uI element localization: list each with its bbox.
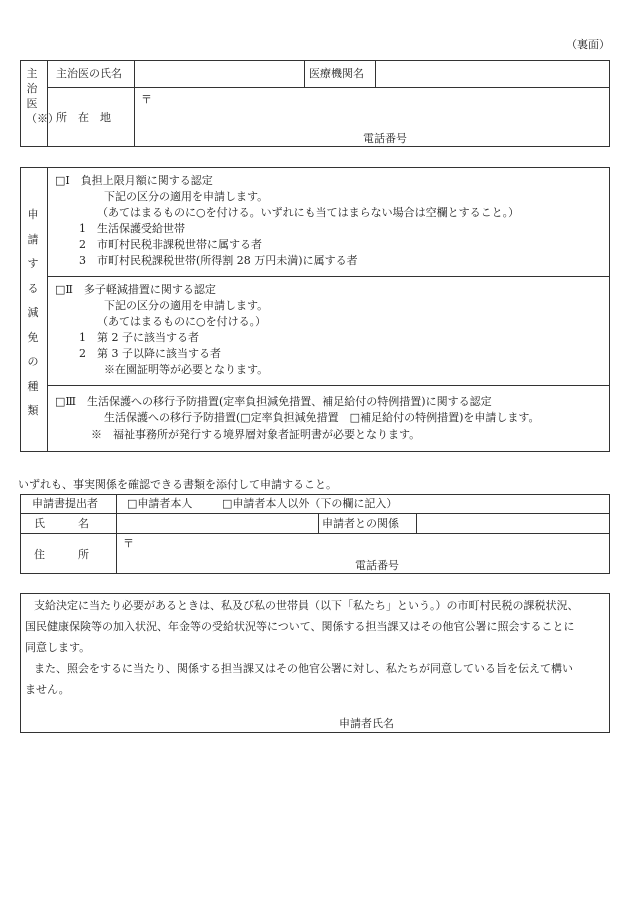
divider [20,513,610,514]
submitter-option-other[interactable]: □申請者本人以外（下の欄に記入） [222,497,398,510]
submitter-postal-mark: 〒 [123,537,134,550]
submitter-name-label: 氏 名 [34,517,89,530]
institution-field[interactable] [378,62,608,85]
divider [47,276,610,277]
section-1-item-2[interactable]: 2 市町村民税非課税世帯に属する者 [79,238,262,251]
divider [47,87,610,88]
relation-field[interactable] [418,515,608,531]
submitter-address-label: 住 所 [34,548,89,561]
divider [318,513,319,533]
divider [47,60,48,147]
section-1-item-3[interactable]: 3 市町村民税課税世帯(所得割 28 万円未満)に属する者 [79,254,358,267]
submitter-label: 申請書提出者 [32,497,98,510]
doctor-vertical-text: 主治医（※） [26,67,59,125]
divider [116,494,117,574]
divider [47,385,610,386]
section-1-line2: （あてはまるものに○を付ける。いずれにも当てはまらない場合は空欄とすること。） [97,206,520,219]
section-2-item-2[interactable]: 2 第 3 子以降に該当する者 [79,347,221,360]
divider [134,60,135,147]
section-2-line2: （あてはまるものに○を付ける。） [97,315,267,328]
section-3-line1[interactable]: 生活保護への移行予防措置(□定率負担減免措置 □補足給付の特例措置)を申請します。 [104,411,540,424]
applicant-signature-field[interactable] [404,713,604,731]
submitter-name-field[interactable] [118,515,316,531]
divider [416,513,417,533]
doctor-name-field[interactable] [136,62,302,85]
consent-para1-line2: 国民健康保険等の加入状況、年金等の受給状況等について、関係する担当課又はその他官公署に照会することに [25,620,575,633]
relation-label: 申請者との関係 [322,517,399,530]
doctor-vertical-label [26,66,59,126]
consent-para1-line3: 同意します。 [25,641,91,654]
institution-label: 医療機関名 [309,67,364,80]
doctor-phone-label: 電話番号 [363,132,407,145]
attachment-instruction: いずれも、事実関係を確認できる書類を添付して申請すること。 [18,478,337,491]
section-1-title[interactable]: □Ⅰ 負担上限月額に関する認定 [55,174,213,187]
divider [20,533,610,534]
doctor-address-label: 所 在 地 [56,111,111,124]
section-3-title[interactable]: □Ⅲ 生活保護への移行予防措置(定率負担減免措置、補足給付の特例措置)に関する認定 [55,395,492,408]
submitter-option-self[interactable]: □申請者本人 [127,497,193,510]
consent-para2-line2: ません。 [25,683,70,696]
divider [47,167,48,452]
section-2-item-1[interactable]: 1 第 2 子に該当する者 [79,331,199,344]
section-2-line1: 下記の区分の適用を申請します。 [104,299,269,312]
consent-para2-line1: また、照会をするに当たり、関係する担当課又はその他官公署に対し、私たちが同意している旨を伝えて構い [34,662,573,675]
section-1-item-1[interactable]: 1 生活保護受給世帯 [79,222,185,235]
section-2-note: ※在園証明等が必要となります。 [104,363,269,376]
divider [304,60,305,87]
section-2-title[interactable]: □Ⅱ 多子軽減措置に関する認定 [55,283,216,296]
section-3-note: ※ 福祉事務所が発行する境界層対象者証明書が必要となります。 [91,428,421,441]
applicant-signature-label: 申請者氏名 [339,717,394,730]
reduction-vertical-label: 申請する減免の種類 [27,208,39,417]
section-1-line1: 下記の区分の適用を申請します。 [104,190,269,203]
submitter-phone-label: 電話番号 [355,559,399,572]
page-side-marker: （裏面） [566,38,610,51]
doctor-postal-mark: 〒 [141,93,152,106]
divider [375,60,376,87]
consent-para1-line1: 支給決定に当たり必要があるときは、私及び私の世帯員（以下「私たち」という。）の市町村民税の課税状況、 [34,599,579,612]
doctor-name-label: 主治医の氏名 [56,67,122,80]
